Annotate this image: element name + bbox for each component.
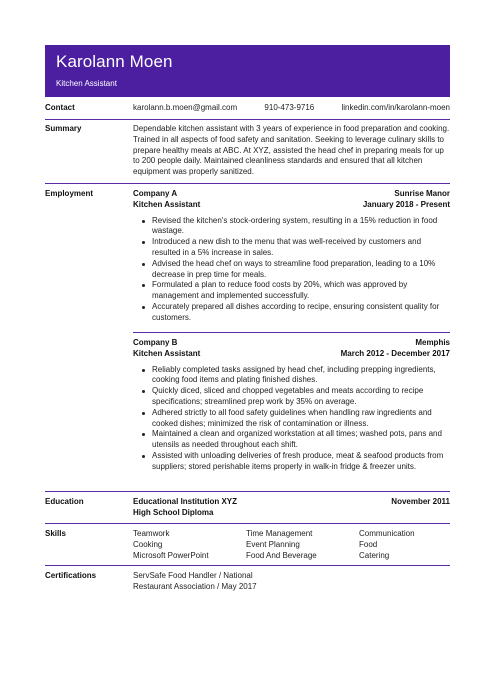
job-company: Company B [133,338,178,347]
divider [45,183,450,184]
divider [45,491,450,492]
list-item: Maintained a clean and organized workstation at all times; washed pots, pans and utensils as needed throughout each shift. [152,429,450,451]
job-header [133,189,450,200]
education-date: November 2011 [391,497,450,506]
job-company-a [133,189,450,324]
education-institution: Educational Institution XYZ [133,497,237,506]
skill-item: Food And Beverage [246,550,317,560]
candidate-role: Kitchen Assistant [56,79,117,88]
skill-item: Catering [359,550,390,560]
contact-label: Contact [45,103,75,112]
list-item: Reliably completed tasks assigned by head chef, including prepping ingredients, cooking food items and plating finished dishes. [152,365,450,387]
list-item: Adhered strictly to all food safety guidelines when handling raw ingredients and cooked dishes; minimized the risk of contamination or illness. [152,408,450,430]
certification-line: Restaurant Association / May 2017 [133,581,257,591]
resume-header [45,45,450,97]
job-subheader [133,349,450,360]
job-bullets [133,365,450,473]
divider [45,523,450,524]
skill-item: Time Management [246,529,313,538]
education-degree: High School Diploma [133,507,214,517]
list-item: Formulated a plan to reduce food costs by 20%, which was approved by management and implemented successfully. [152,280,450,302]
job-dates: March 2012 - December 2017 [340,348,450,358]
skill-item: Microsoft PowerPoint [133,550,209,560]
divider [45,565,450,566]
skill-item: Event Planning [246,539,300,549]
list-item: Accurately prepared all dishes according to recipe, ensuring consistent quality for customers. [152,302,450,324]
candidate-name: Karolann Moen [56,52,173,71]
employment-label: Employment [45,189,94,198]
list-item: Introduced a new dish to the menu that was well-received by customers and resulted in a 5% increase in sales. [152,237,450,259]
certifications-label: Certifications [45,571,97,580]
skills-label: Skills [45,529,66,538]
education-header [133,497,450,508]
job-dates: January 2018 - Present [362,199,450,209]
job-location: Memphis [415,338,450,347]
job-bullets [133,216,450,324]
contact-email[interactable]: karolann.b.moen@gmail.com [133,103,238,112]
skill-item: Food [359,539,378,549]
contact-details [133,103,450,114]
job-location: Sunrise Manor [394,189,450,198]
list-item: Quickly diced, sliced and chopped vegetables and meats according to recipe specifications; streamlined prep work by 35% on average. [152,386,450,408]
skill-item: Teamwork [133,529,170,538]
list-item: Assisted with unloading deliveries of fresh produce, meat & seafood products from suppliers; stored perishable items properly in walk-in fridge & freezer units. [152,451,450,473]
list-item: Revised the kitchen's stock-ordering system, resulting in a 15% reduction in food wastage. [152,216,450,238]
certifications-entry [133,571,450,593]
job-title: Kitchen Assistant [133,199,201,209]
divider [45,119,450,120]
contact-linkedin[interactable]: linkedin.com/in/karolann-moen [341,103,450,112]
job-title: Kitchen Assistant [133,348,201,358]
job-company: Company A [133,189,178,198]
summary-label: Summary [45,124,82,133]
job-company-b [133,338,450,473]
divider [133,332,450,333]
education-entry [133,497,450,519]
job-subheader [133,200,450,211]
job-header [133,338,450,349]
summary-text: Dependable kitchen assistant with 3 years of experience in food preparation and cooking. Trained in all aspects of food safety and sanitation. Seeking to leverage culinary skills to prepare healthy meals at ABC. At XYZ, assisted the head chef in preparing meals for up to 200 people daily. Maintained cleanliness standards and ensured that all kitchen equipment was properly sanitized. [133,124,450,177]
education-label: Education [45,497,84,506]
list-item: Advised the head chef on ways to streamline food preparation, leading to a 10% decrease in prep time for meals. [152,259,450,281]
skill-item: Communication [359,529,415,538]
skill-item: Cooking [133,539,163,549]
contact-phone[interactable]: 910-473-9716 [264,103,315,112]
skills-grid [133,529,450,561]
certification-line: ServSafe Food Handler / National [133,571,253,580]
